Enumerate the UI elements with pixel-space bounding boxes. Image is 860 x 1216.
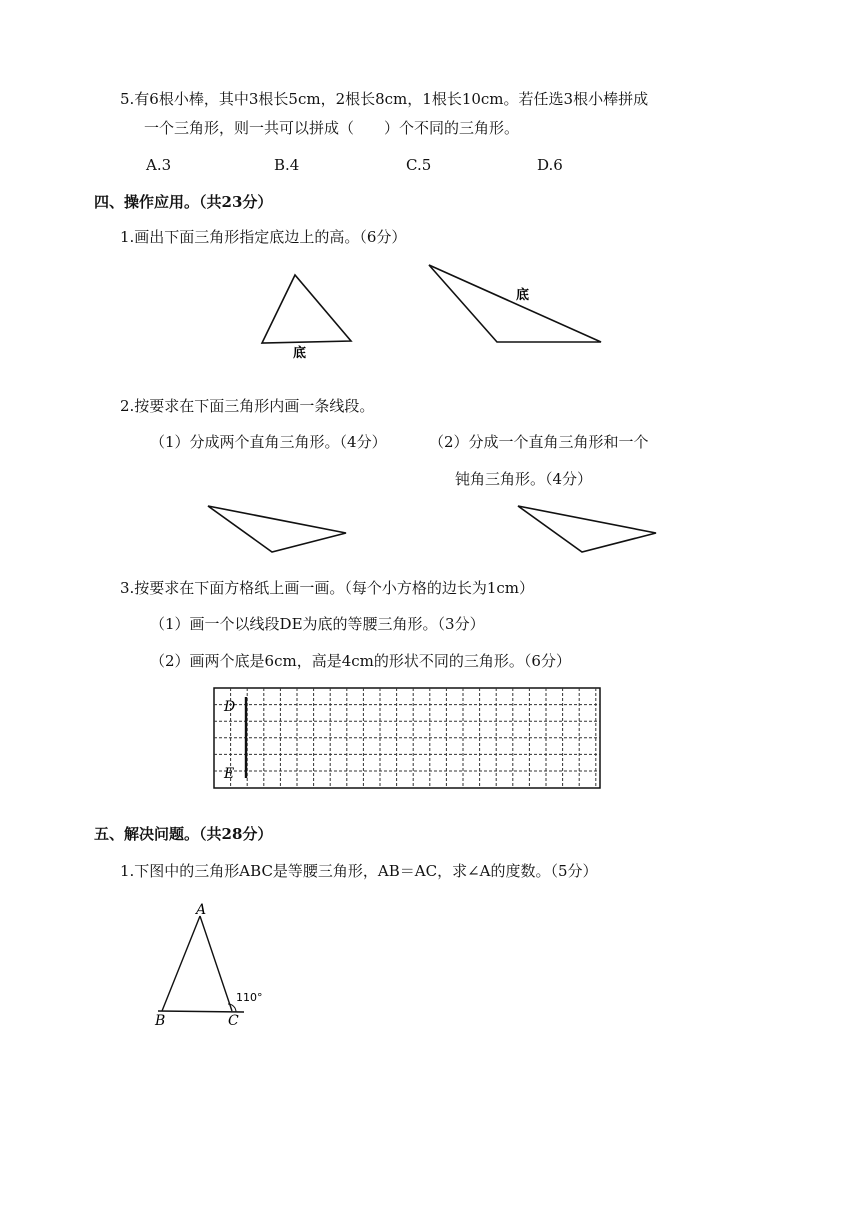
triangle-abc <box>154 902 263 1029</box>
s4-q2-part2-line2: 钝角三角形。（4分） <box>455 470 593 488</box>
base-label-1: 底 <box>293 346 307 361</box>
vertex-a: A <box>196 902 207 918</box>
q5-option-a: A.3 <box>146 156 172 174</box>
s4-q3-part1: （1）画一个以线段DE为底的等腰三角形。（3分） <box>150 615 485 633</box>
section5-heading: 五、解决问题。（共28分） <box>94 825 273 843</box>
s4-q3-text: 3.按要求在下面方格纸上画一画。（每个小方格的边长为1cm） <box>120 579 534 597</box>
grid-paper <box>214 688 600 788</box>
s4-q2-part1: （1）分成两个直角三角形。（4分） <box>150 433 387 451</box>
vertex-c: C <box>228 1013 239 1029</box>
q5-option-d: D.6 <box>537 156 563 174</box>
q5-line2: 一个三角形，则一共可以拼成（ ）个不同的三角形。 <box>144 119 520 137</box>
q5-option-c: C.5 <box>406 156 432 174</box>
s4-q1-text: 1.画出下面三角形指定底边上的高。（6分） <box>120 228 407 246</box>
triangle-acute <box>262 275 351 343</box>
s4-q2-part2-line1: （2）分成一个直角三角形和一个 <box>429 433 649 451</box>
s5-q1-text: 1.下图中的三角形ABC是等腰三角形，AB＝AC，求∠A的度数。（5分） <box>120 862 598 880</box>
angle-label: 110° <box>236 991 263 1004</box>
triangle-obtuse <box>429 265 601 342</box>
label-d: D <box>224 699 236 715</box>
triangle-q2-left <box>208 506 346 552</box>
label-e: E <box>224 766 235 782</box>
triangle-q2-right <box>518 506 656 552</box>
s4-q3-part2: （2）画两个底是6cm，高是4cm的形状不同的三角形。（6分） <box>150 652 571 670</box>
s4-q2-text: 2.按要求在下面三角形内画一条线段。 <box>120 397 375 415</box>
q5-line1: 5.有6根小棒，其中3根长5cm，2根长8cm，1根长10cm。若任选3根小棒拼成 <box>120 90 649 108</box>
section4-heading: 四、操作应用。（共23分） <box>94 193 273 211</box>
base-label-2: 底 <box>516 288 530 303</box>
vertex-b: B <box>155 1013 166 1029</box>
q5-option-b: B.4 <box>274 156 300 174</box>
